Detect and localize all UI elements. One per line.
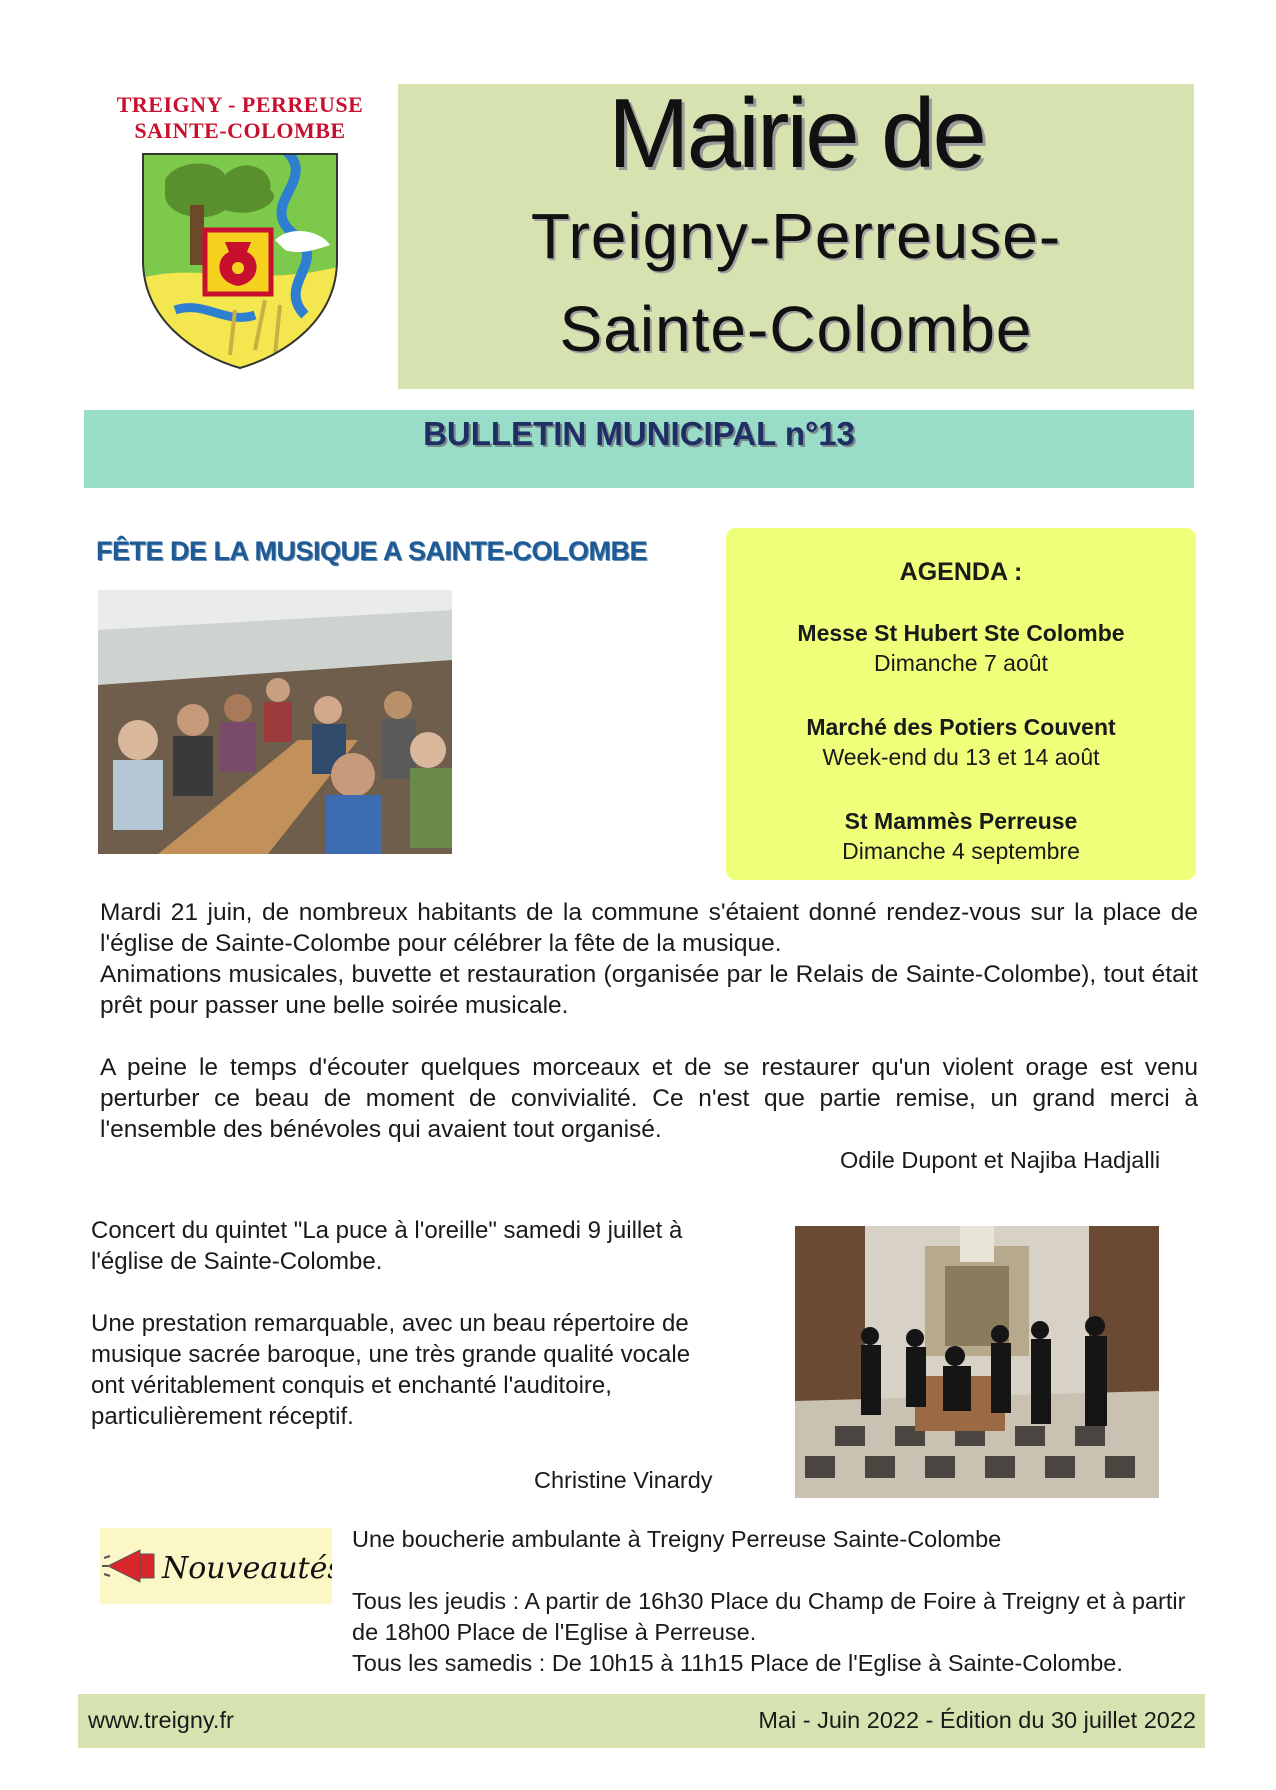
fete-paragraph-1b: Animations musicales, buvette et restauration (organisée par le Relais de Sainte-Colombe), tout était prêt pour passer une belle soirée musicale. bbox=[100, 961, 1198, 1019]
agenda-event-date: Dimanche 7 août bbox=[874, 650, 1048, 676]
boucherie-line-3: Tous les samedis : De 10h15 à 11h15 Place de l'Eglise à Sainte-Colombe. bbox=[352, 1650, 1123, 1676]
agenda-event-date: Week-end du 13 et 14 août bbox=[822, 744, 1100, 770]
agenda-event-name: St Mammès Perreuse bbox=[844, 808, 1078, 834]
fete-paragraph-1: Mardi 21 juin, de nombreux habitants de la commune s'étaient donné rendez-vous sur la place de l'église de Sainte-Colombe pour célébrer la fête de la musique. bbox=[100, 899, 1198, 957]
agenda-event-name: Messe St Hubert Ste Colombe bbox=[797, 620, 1125, 646]
commune-name-line2: Sainte-Colombe bbox=[559, 293, 1033, 365]
fete-article bbox=[100, 897, 1198, 1176]
agenda-box bbox=[726, 528, 1196, 880]
boucherie-line-2: Tous les jeudis : A partir de 16h30 Place du Champ de Foire à Treigny et à partir de 18h00 Place de l'Eglise à Perreuse. bbox=[352, 1588, 1186, 1645]
nouveautes-badge-text: Nouveautés bbox=[162, 1551, 332, 1586]
megaphone-icon bbox=[100, 1528, 332, 1604]
boucherie-announcement bbox=[352, 1524, 1202, 1679]
crest-title-line2: SAINTE-COLOMBE bbox=[134, 118, 346, 143]
footer-edition: Mai - Juin 2022 - Édition du 30 juillet 2022 bbox=[758, 1707, 1196, 1733]
concert-paragraph-2: Une prestation remarquable, avec un beau répertoire de musique sacrée baroque, une très grande qualité vocale ont véritablement conquis et enchanté l'auditoire, particulièrement réceptif. bbox=[91, 1310, 691, 1430]
concert-signature: Christine Vinardy bbox=[534, 1467, 713, 1493]
crest-title-line1: TREIGNY - PERREUSE bbox=[116, 92, 364, 117]
crowd-under-tent-photo bbox=[98, 590, 452, 854]
fete-signature: Odile Dupont et Najiba Hadjalli bbox=[840, 1147, 1161, 1173]
coat-of-arms-icon bbox=[135, 150, 345, 372]
boucherie-line-1: Une boucherie ambulante à Treigny Perreuse Sainte-Colombe bbox=[352, 1526, 1002, 1552]
church-quintet-photo bbox=[795, 1226, 1159, 1498]
fete-heading: FÊTE DE LA MUSIQUE A SAINTE-COLOMBE bbox=[96, 536, 648, 566]
mairie-title: Mairie de bbox=[607, 78, 985, 188]
nouveautes-badge bbox=[100, 1528, 332, 1604]
crest bbox=[98, 88, 382, 378]
concert-paragraph-1: Concert du quintet "La puce à l'oreille" samedi 9 juillet à l'église de Sainte-Colombe. bbox=[91, 1217, 683, 1275]
concert-article bbox=[91, 1215, 721, 1463]
agenda-title: AGENDA : bbox=[899, 558, 1023, 586]
agenda-event-date: Dimanche 4 septembre bbox=[842, 838, 1080, 864]
footer-website-link[interactable]: www.treigny.fr bbox=[88, 1707, 234, 1733]
agenda-event-name: Marché des Potiers Couvent bbox=[806, 714, 1116, 740]
fete-paragraph-2: A peine le temps d'écouter quelques morceaux et de se restaurer qu'un violent orage est venu perturber ce beau de moment de convivialité. Ce n'est que partie remise, un grand merci à l'ensemble des bénévoles qui avaient tout organisé. bbox=[100, 1054, 1198, 1143]
bulletin-title: BULLETIN MUNICIPAL n°13 bbox=[423, 415, 855, 452]
commune-name-line1: Treigny-Perreuse- bbox=[530, 200, 1062, 272]
